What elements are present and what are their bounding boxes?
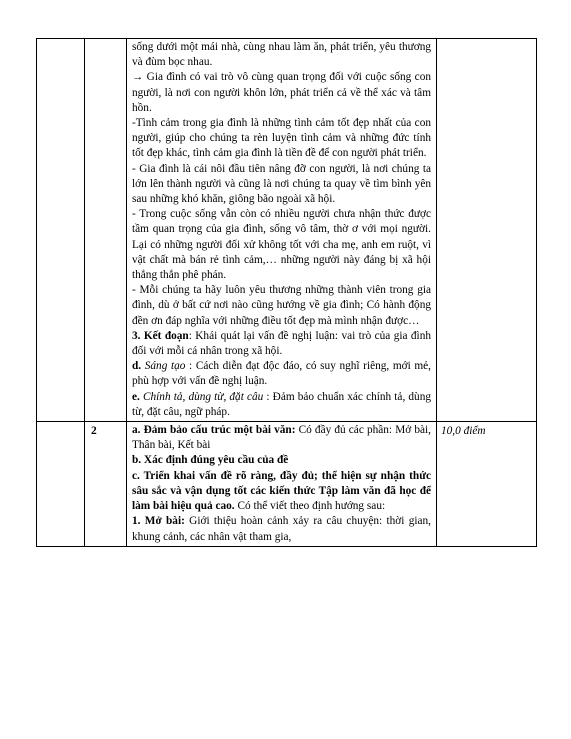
- paragraph-lead: 1. Mở bài:: [132, 515, 185, 528]
- paragraph-text: : Đảm bảo chuẩn xác chính tả, dùng từ, đặt câu, ngữ pháp.: [132, 390, 431, 418]
- paragraph-text: - Trong cuộc sống vẫn còn có nhiều người chưa nhận thức được tầm quan trọng của gia đình, sống vô tâm, thờ ơ với mọi người. Lại có những người đối xử không tốt với cha mẹ, anh em ruột, vì vật chất mà bán rẻ tình cảm,… những người này đáng bị xã hội thẳng thắn phê phán.: [132, 208, 431, 282]
- content-paragraph: [132, 514, 431, 544]
- paragraph-text: : Khái quát lại vấn đề nghị luận: vai trò của gia đình đối với mỗi cá nhân trong xã hội.: [132, 329, 431, 358]
- content-paragraph: [132, 453, 431, 468]
- table-row: [37, 422, 537, 547]
- paragraph-text: - Gia đình là cái nôi đầu tiên nâng đỡ con người, là nơi chúng ta lớn lên thành người và cũng là nơi chúng ta quay về tìm bình yên sau những khó khăn, giông bão ngoài xã hội.: [132, 162, 431, 206]
- paragraph-lead: b. Xác định đúng yêu cầu của đề: [132, 454, 289, 467]
- question-number: 2: [91, 425, 97, 438]
- paragraph-text: Giới thiệu hoàn cảnh xảy ra câu chuyện: thời gian, khung cảnh, các nhân vật tham gia,: [132, 515, 431, 543]
- paragraph-text: Có đầy đủ các phần: Mở bài, Thân bài, Kết bài: [132, 424, 431, 452]
- score-value: 10,0 điểm: [441, 425, 486, 438]
- content-paragraph: [132, 390, 431, 420]
- content-paragraph: [132, 469, 431, 515]
- content-paragraph: [132, 423, 431, 453]
- table-row: [37, 39, 537, 422]
- paragraph-lead: d.: [132, 360, 142, 373]
- content-paragraph: [132, 116, 431, 162]
- score-cell: [437, 422, 537, 547]
- answer-table: [36, 38, 537, 547]
- paragraph-lead: c. Triển khai vấn đề rõ ràng, đầy đủ; thể hiện sự nhận thức sâu sắc và vận dụng tốt các kiến thức Tập làm văn đã học để làm bài hiệu quả cao.: [132, 469, 431, 513]
- answer-content-cell: [127, 422, 437, 547]
- content-paragraph: [132, 162, 431, 208]
- paragraph-lead: a. Đảm bảo cấu trúc một bài văn:: [132, 424, 296, 437]
- paragraph-lead2: Chính tả, dùng từ, đặt câu: [142, 390, 264, 403]
- paragraph-text: : Cách diễn đạt độc đáo, có suy nghĩ riêng, mới mẻ, phù hợp với vấn đề nghị luận.: [132, 360, 432, 388]
- answer-content-cell: [127, 39, 437, 422]
- content-paragraph: [132, 329, 431, 359]
- content-paragraph: [132, 359, 431, 389]
- paragraph-text: sống dưới một mái nhà, cùng nhau làm ăn, phát triển, yêu thương và đùm bọc nhau.: [132, 41, 431, 69]
- paragraph-lead2: Sáng tạo: [144, 360, 186, 373]
- content-paragraph: [132, 70, 431, 116]
- question-number-cell: [85, 39, 127, 422]
- answer-content: [127, 39, 436, 421]
- paragraph-lead: e.: [132, 390, 140, 403]
- score-cell: [437, 39, 537, 422]
- content-paragraph: [132, 207, 431, 283]
- paragraph-text: -Tình cảm trong gia đình là những tình cảm tốt đẹp nhất của con người, giúp cho chúng ta rèn luyện tình cảm và những đức tính tốt đẹp khác, tình cảm gia đình là tiền đề để con người phát triển.: [132, 117, 431, 160]
- question-number-cell: [85, 422, 127, 547]
- paragraph-text: - Mỗi chúng ta hãy luôn yêu thương những thành viên trong gia đình, dù ở bất cứ nơi nào cũng hướng về gia đình; Có hành động đền ơn đáp nghĩa với những điều tốt đẹp mà mình nhận được…: [132, 284, 431, 327]
- paragraph-text: → Gia đình có vai trò vô cùng quan trọng đối với cuộc sống con người, là nơi con người khôn lớn, phát triển cả về thể xác và tâm hồn.: [132, 71, 431, 114]
- paragraph-lead: 3. Kết đoạn: [132, 329, 189, 342]
- section-cell: [37, 422, 85, 547]
- answer-content: [127, 422, 436, 546]
- paragraph-text: Có thể viết theo định hướng sau:: [234, 500, 386, 513]
- section-cell: [37, 39, 85, 422]
- content-paragraph: [132, 40, 431, 70]
- content-paragraph: [132, 283, 431, 329]
